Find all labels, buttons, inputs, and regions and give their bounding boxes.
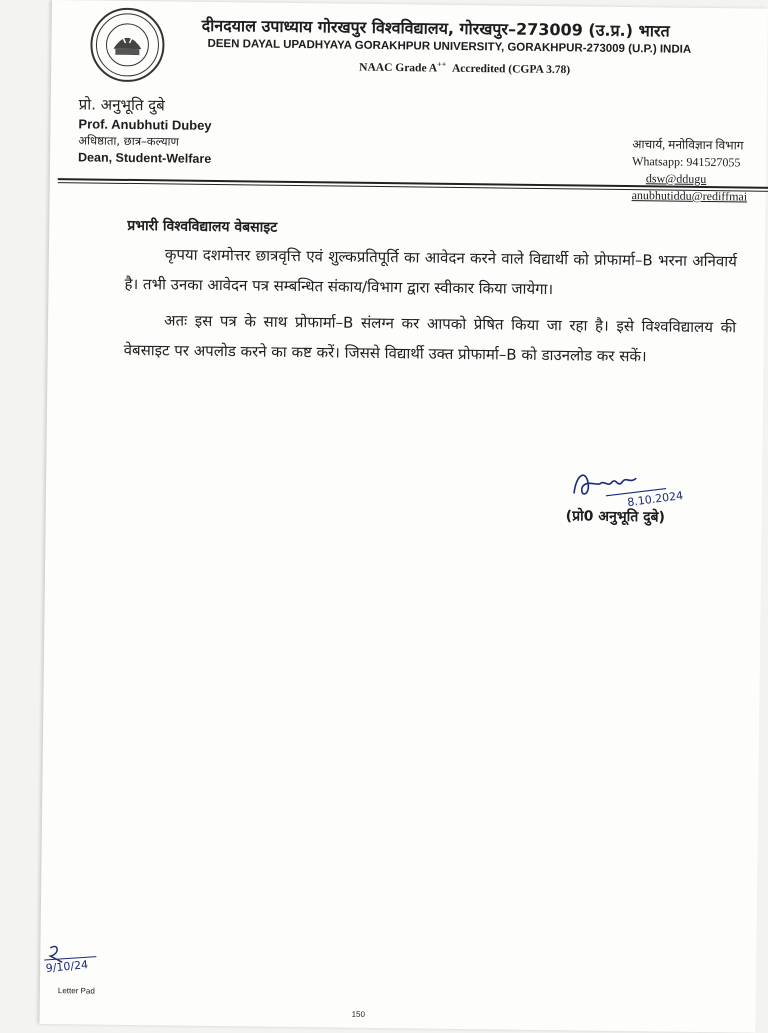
sender-role-hindi: अधिष्ठाता, छात्र–कल्याण — [78, 133, 179, 149]
university-name-english: DEEN DAYAL UPADHYAYA GORAKHPUR UNIVERSITY, GORAKHPUR-273009 (U.P.) INDIA — [207, 37, 692, 56]
received-date: 9/10/24 — [45, 958, 89, 975]
sender-name-english: Prof. Anubhuti Dubey — [78, 116, 212, 133]
letter-page — [39, 0, 767, 1033]
letter-addressee: प्रभारी विश्वविद्यालय वेबसाइट — [127, 217, 278, 236]
university-name-hindi: दीनदयाल उपाध्याय गोरखपुर विश्वविद्यालय, गोरखपुर–273009 (उ.प्र.) भारत — [201, 15, 670, 41]
contact-block — [632, 135, 748, 206]
page-number: 150 — [351, 1009, 366, 1019]
letter-body — [123, 239, 737, 378]
naac-cgpa: Accredited (CGPA 3.78) — [451, 62, 571, 77]
sender-name-hindi: प्रो. अनुभूति दुबे — [78, 95, 165, 115]
sender-role-english: Dean, Student-Welfare — [77, 150, 212, 166]
naac-grade: NAAC Grade A — [359, 61, 438, 75]
university-seal-logo — [87, 4, 168, 85]
handwritten-signature — [566, 461, 697, 513]
email-dsw: dsw@ddugu — [645, 171, 707, 187]
paragraph-2: अतः इस पत्र के साथ प्रोफार्मा–B संलग्न कर आपको प्रेषित किया जा रहा है। इसे विश्वविद्यालय की वेबसाइट पर अपलोड करने का कष्ट करें। जिससे विद्यार्थी उक्त प्रोफार्मा–B को डाउनलोड कर सकें। — [123, 311, 737, 366]
naac-grade-plus: ++ — [437, 59, 447, 69]
naac-accreditation — [359, 59, 570, 76]
letter-pad-label: Letter Pad — [57, 986, 95, 996]
signature-date: 8.10.2024 — [626, 489, 684, 510]
paragraph-1: कृपया दशमोत्तर छात्रवृत्ति एवं शुल्कप्रतिपूर्ति का आवेदन करने वाले विद्यार्थी को प्रोफार्मा–B भरना अनिवार्य है। तभी उनका आवेदन पत्र सम्बन्धित संकाय/विभाग द्वारा स्वीकार किया जायेगा। — [124, 245, 737, 299]
handwritten-received-note — [40, 940, 110, 981]
whatsapp-number: Whatsapp: 941527055 — [631, 154, 741, 170]
department-hindi: आचार्य, मनोविज्ञान विभाग — [632, 137, 744, 153]
signer-name: (प्रो0 अनुभूति दुबे) — [565, 508, 666, 526]
email-personal: anubhutiddu@rediffmai — [631, 188, 748, 204]
sender-block — [78, 94, 212, 166]
